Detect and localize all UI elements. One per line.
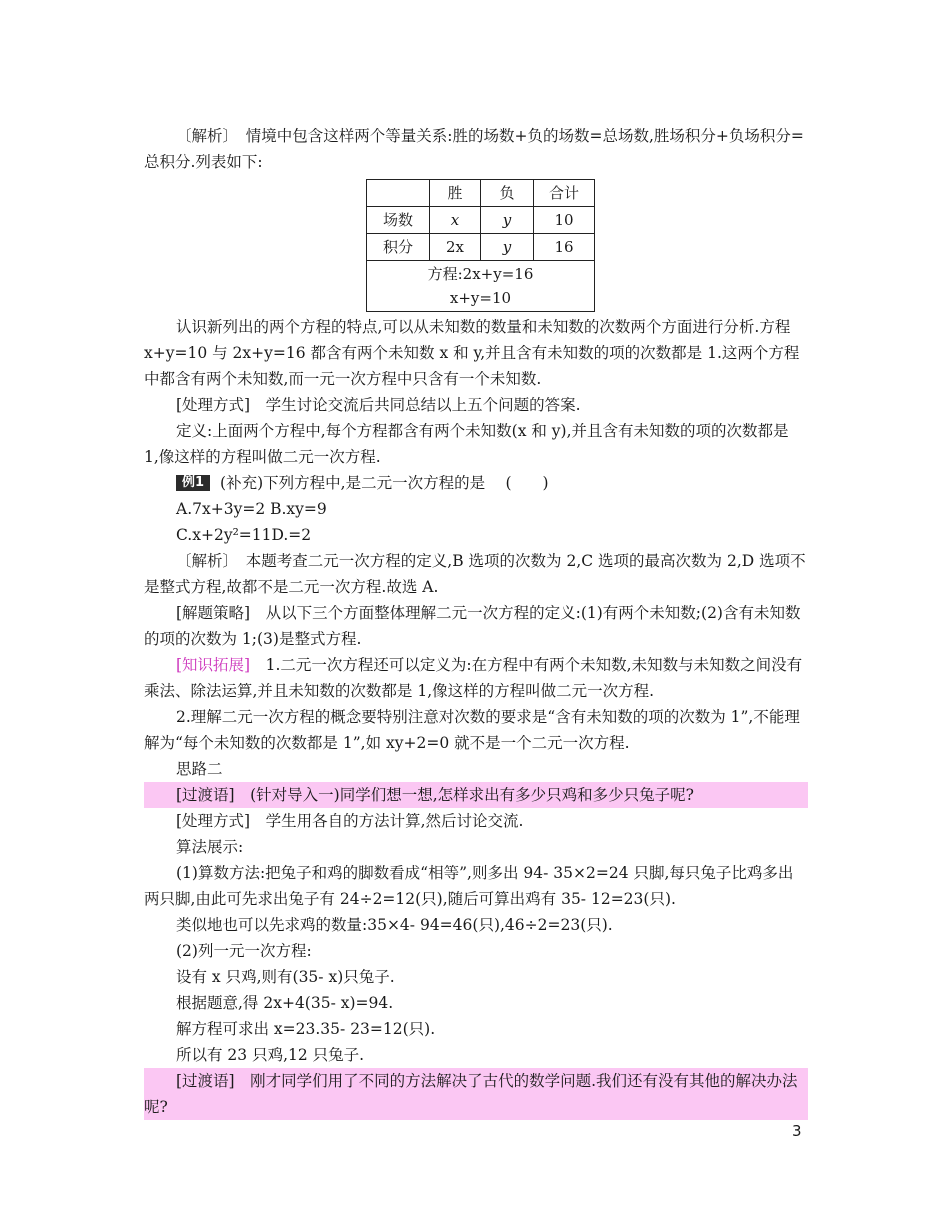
extension-text-1: 1.二元一次方程还可以定义为:在方程中有两个未知数,未知数与未知数之间没有乘法、除法运算,并且未知数的次数都是 1,像这样的方程叫做二元一次方程. [144, 656, 803, 700]
example-question-text: (补充)下列方程中,是二元一次方程的是 ( ) [220, 474, 549, 492]
equation-2: x+y=10 [449, 289, 512, 307]
table-cell: 2x [430, 234, 481, 261]
transition-text: (针对导入一)同学们想一想,怎样求出有多少只鸡和多少只兔子呢? [250, 786, 694, 804]
example-options-cd: C.x+2y²=11D.=2 [176, 526, 312, 544]
table-row [367, 234, 595, 261]
handling-text: 学生讨论交流后共同总结以上五个问题的答案. [265, 396, 581, 414]
method-text: 学生用各自的方法计算,然后讨论交流. [265, 812, 524, 830]
table-cell: 10 [534, 207, 595, 234]
paragraph-definition: 定义:上面两个方程中,每个方程都含有两个未知数(x 和 y),并且含有未知数的项的次数都是 1,像这样的方程叫做二元一次方程. [144, 422, 789, 466]
strategy-text: 从以下三个方面整体理解二元一次方程的定义:(1)有两个未知数;(2)含有未知数的项的次数为 1;(3)是整式方程. [144, 604, 801, 648]
page-number: 3 [792, 1122, 802, 1140]
table-header-cell: 合计 [534, 180, 595, 207]
handling-label: [处理方式] [176, 396, 251, 414]
analysis-paragraph-1 [144, 123, 808, 175]
table-header-cell: 胜 [430, 180, 481, 207]
algo-conclusion: 所以有 23 只鸡,12 只兔子. [176, 1046, 365, 1064]
strategy-paragraph [144, 600, 808, 652]
algo-step-1: 设有 x 只鸡,则有(35- x)只兔子. [176, 968, 395, 986]
analysis-paragraph-2 [144, 548, 808, 600]
analysis-text: 情境中包含这样两个等量关系:胜的场数+负的场数=总场数,胜场积分+负场积分=总积分.列表如下: [144, 127, 804, 171]
win-loss-table [366, 179, 595, 312]
transition-text: 刚才同学们用了不同的方法解决了古代的数学问题.我们还有没有其他的解决办法呢? [144, 1072, 798, 1116]
table-header-row [367, 180, 595, 207]
algo-equation-title: (2)列一元一次方程: [176, 942, 312, 960]
extension-label: [知识拓展] [176, 656, 251, 674]
method-paragraph [144, 808, 808, 834]
strategy-label: [解题策略] [176, 604, 251, 622]
table-cell: 场数 [367, 207, 430, 234]
analysis-label: 〔解析〕 [176, 552, 231, 570]
table-header-cell: 负 [481, 180, 534, 207]
table-cell: 积分 [367, 234, 430, 261]
paragraph-handling [144, 392, 808, 418]
idea-2-heading: 思路二 [176, 760, 223, 778]
algo-chicken-first: 类似地也可以先求鸡的数量:35×4- 94=46(只),46÷2=23(只). [176, 916, 613, 934]
transition-label: [过渡语] [176, 786, 235, 804]
table-cell: y [481, 207, 534, 234]
table-equation-row [367, 261, 595, 312]
algo-step-2: 根据题意,得 2x+4(35- x)=94. [176, 994, 394, 1012]
example-question [144, 470, 808, 496]
table-row [367, 207, 595, 234]
analysis-label: 〔解析〕 [176, 127, 231, 145]
algo-arithmetic: (1)算数方法:把兔子和鸡的脚数看成“相等”,则多出 94- 35×2=24 只脚,每只兔子比鸡多出两只脚,由此可先求出兔子有 24÷2=12(只),随后可算出鸡有 35- 12=23(只). [144, 864, 794, 908]
table-header-cell [367, 180, 430, 207]
table-cell: x [430, 207, 481, 234]
example-options-ab: A.7x+3y=2 B.xy=9 [176, 500, 327, 518]
table-cell: y [481, 234, 534, 261]
example-badge: 例1 [176, 475, 210, 491]
paragraph-features: 认识新列出的两个方程的特点,可以从未知数的数量和未知数的次数两个方面进行分析.方程 x+y=10 与 2x+y=16 都含有两个未知数 x 和 y,并且含有未知数的项的次数都是 1.这两个方程中都含有两个未知数,而一元一次方程中只含有一个未知数. [144, 318, 800, 388]
analysis-text: 本题考查二元一次方程的定义,B 选项的次数为 2,C 选项的最高次数为 2,D 选项不是整式方程,故都不是二元一次方程.故选 A. [144, 552, 806, 596]
transition-box-2 [144, 1068, 808, 1120]
extension-paragraph-1 [144, 652, 808, 704]
algo-title: 算法展示: [176, 838, 244, 856]
table-equation-cell [367, 261, 595, 312]
table-cell: 16 [534, 234, 595, 261]
document-body [144, 123, 808, 1120]
method-label: [处理方式] [176, 812, 251, 830]
transition-label: [过渡语] [176, 1072, 235, 1090]
extension-paragraph-2: 2.理解二元一次方程的概念要特别注意对次数的要求是“含有未知数的项的次数为 1”,不能理解为“每个未知数的次数都是 1”,如 xy+2=0 就不是一个二元一次方程. [144, 708, 800, 752]
algo-step-3: 解方程可求出 x=23.35- 23=12(只). [176, 1020, 436, 1038]
equation-1: 方程:2x+y=16 [427, 265, 534, 283]
transition-box-1 [144, 782, 808, 808]
